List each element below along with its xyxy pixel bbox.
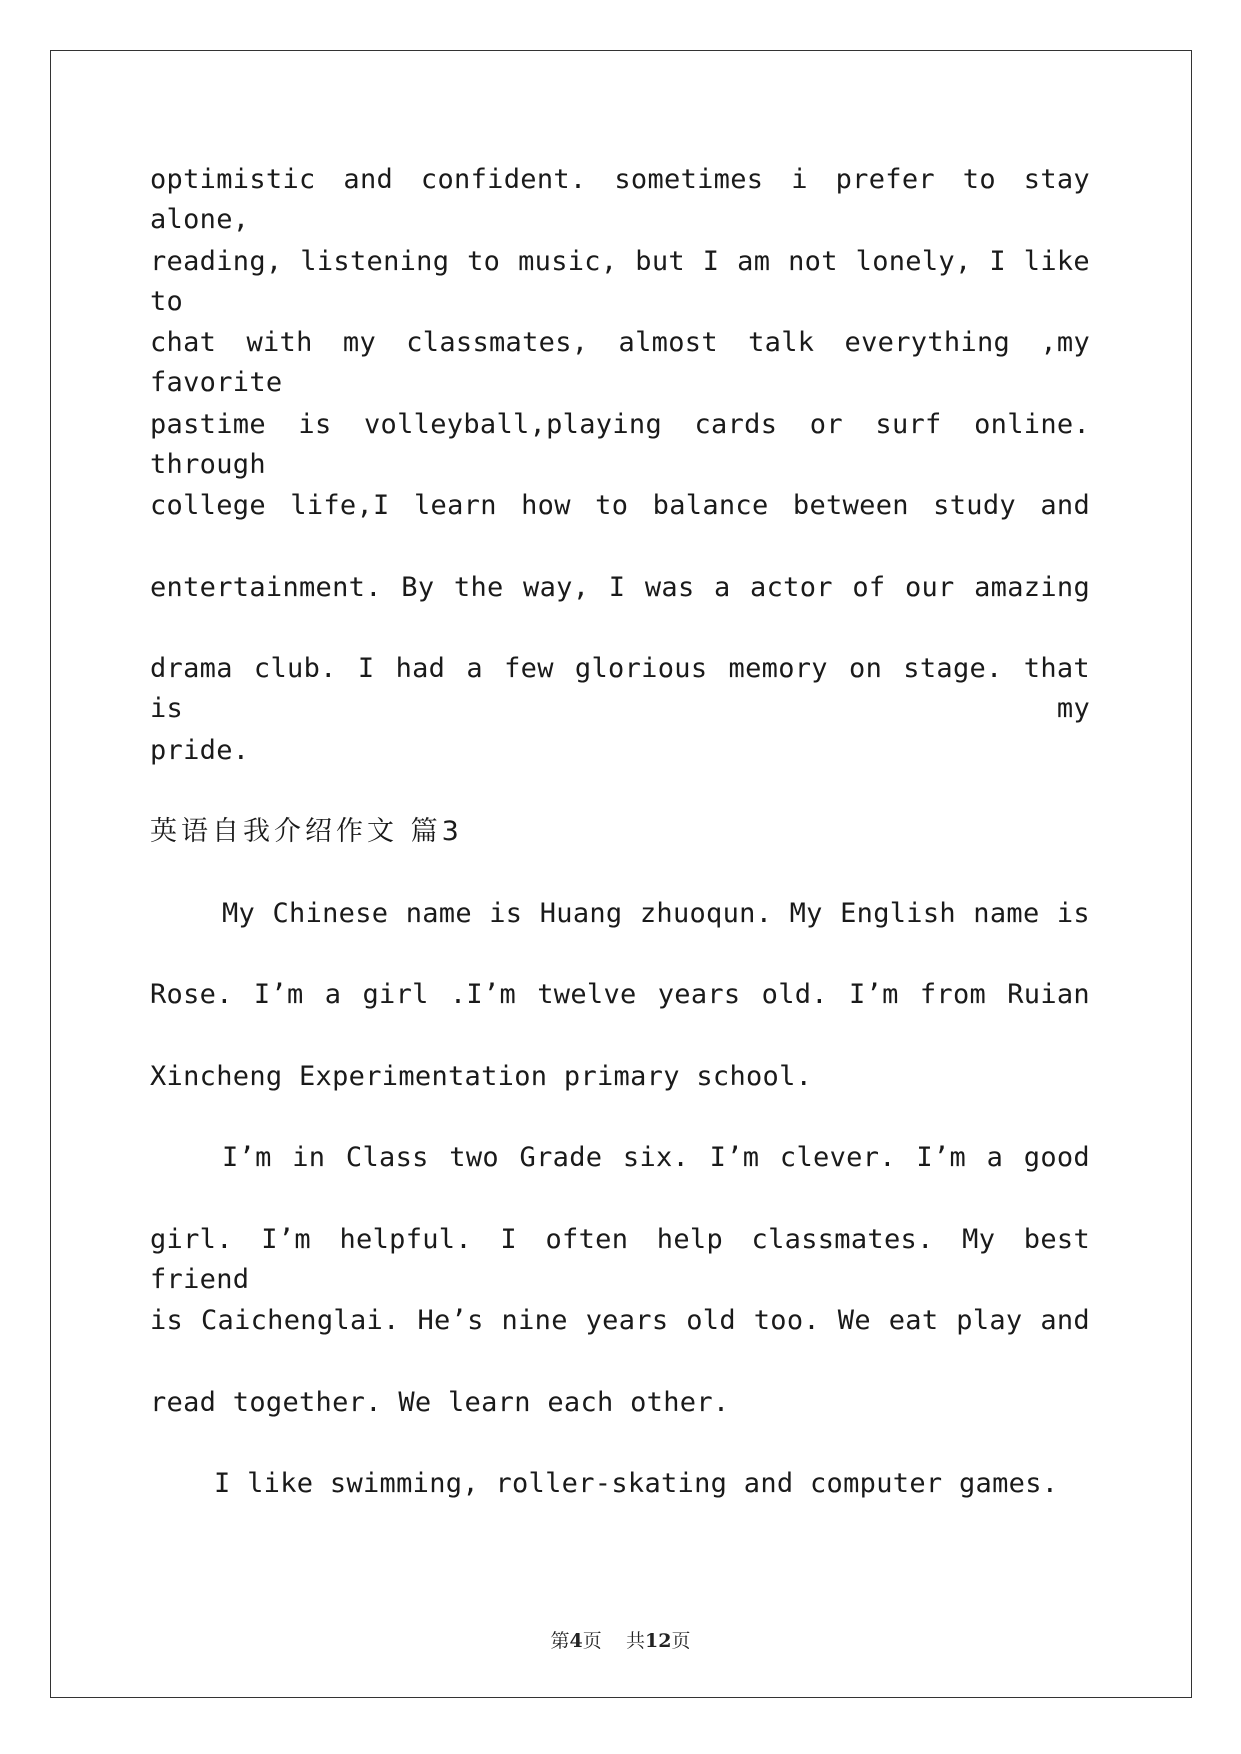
page-number: 4	[569, 1630, 583, 1652]
document-body	[150, 160, 1090, 1546]
paragraph-line: chat with my classmates, almost talk everything ,my favorite	[150, 327, 1090, 398]
paragraph-line: pride.	[150, 734, 250, 766]
paragraph-line: drama club. I had a few glorious memory on stage. that is my	[150, 653, 1090, 724]
footer-total-suffix: 页	[671, 1630, 691, 1652]
paragraph-line: I’m in Class two Grade six. I’m clever. I’m a good	[222, 1142, 1090, 1173]
footer-total-prefix: 共	[625, 1630, 645, 1652]
footer-prefix: 第	[550, 1630, 570, 1652]
paragraph-line: entertainment. By the way, I was a actor of our amazing	[150, 571, 1090, 603]
total-pages: 12	[644, 1630, 672, 1652]
paragraph-line: My Chinese name is Huang zhuoqun. My English name is	[222, 897, 1090, 929]
paragraph-line: college life,I learn how to balance between study and	[150, 490, 1090, 521]
paragraph-line: girl. I’m helpful. I often help classmates. My best friend	[150, 1223, 1090, 1295]
paragraph-line: is Caichenglai. He’s nine years old too. We eat play and	[150, 1305, 1090, 1336]
footer-page-suffix: 页	[582, 1630, 602, 1652]
paragraph-line: I like swimming, roller-skating and computer games.	[214, 1468, 1059, 1499]
paragraph-line: pastime is volleyball,playing cards or surf online. through	[150, 408, 1090, 480]
paragraph-line: read together. We learn each other.	[150, 1386, 730, 1418]
section-heading: 英语自我介绍作文 篇3	[150, 816, 463, 847]
page-footer	[0, 1626, 1241, 1653]
paragraph-line: optimistic and confident. sometimes i prefer to stay alone,	[150, 164, 1090, 235]
paragraph-line: Rose. I’m a girl .I’m twelve years old. I’m from Ruian	[150, 979, 1090, 1010]
paragraph-line: Xincheng Experimentation primary school.	[150, 1060, 813, 1092]
paragraph-line: reading, listening to music, but I am not lonely, I like to	[150, 245, 1090, 317]
